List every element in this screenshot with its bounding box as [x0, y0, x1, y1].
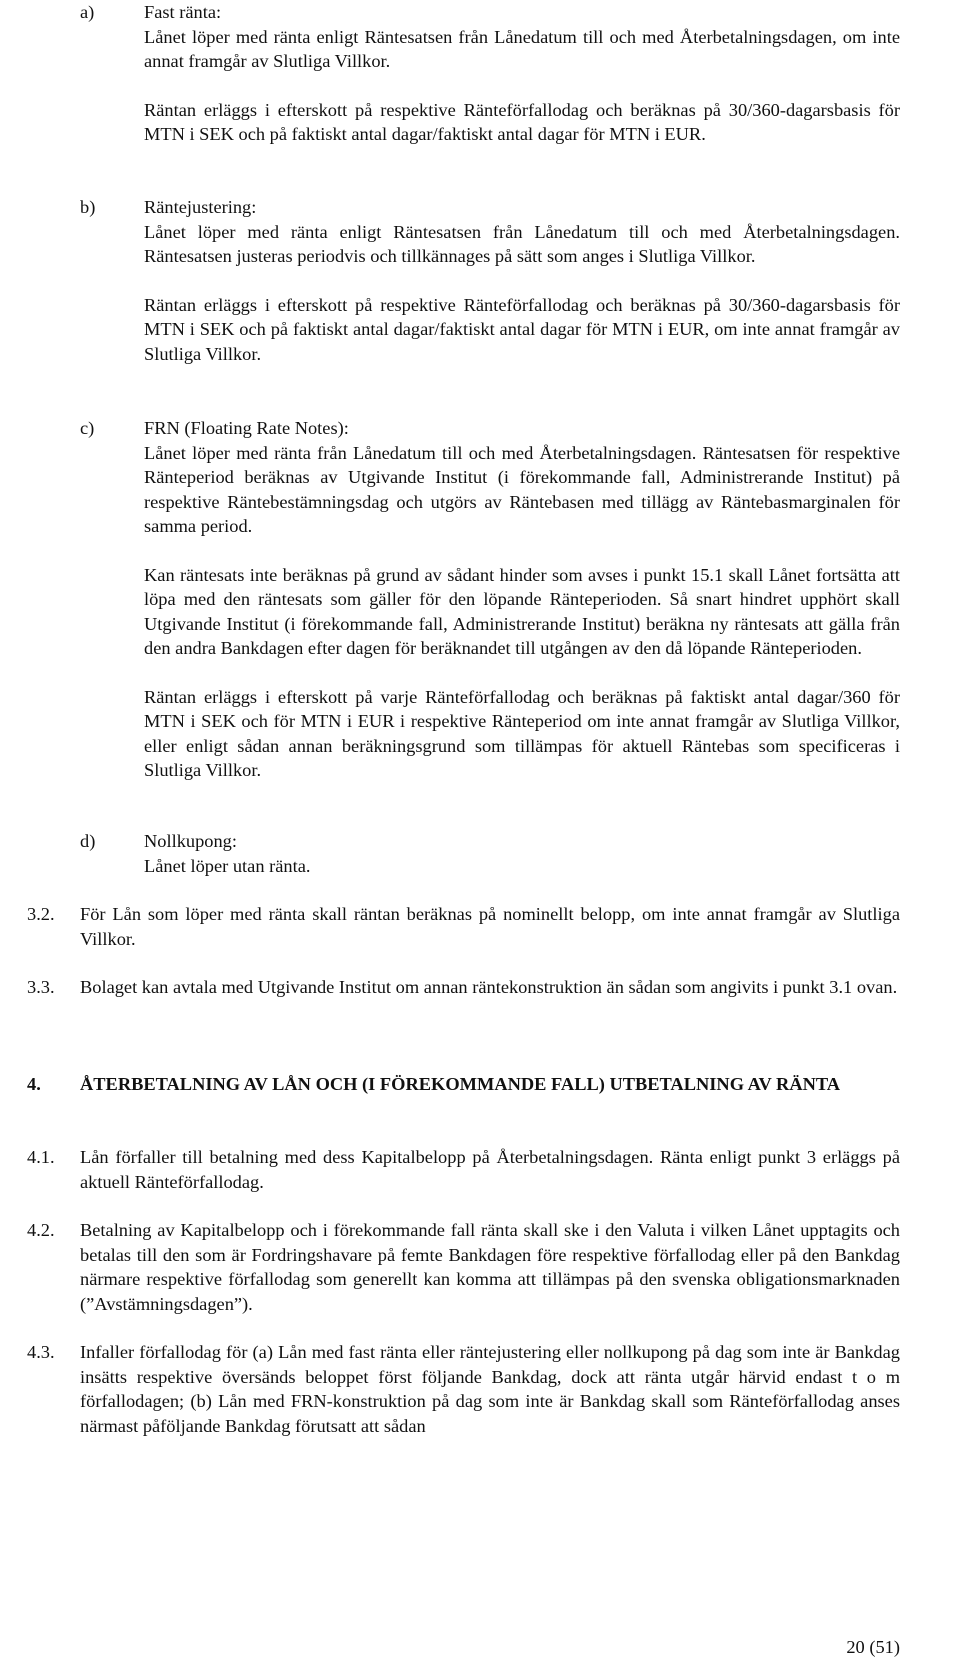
clause-4-3-para: Infaller förfallodag för (a) Lån med fast ränta eller räntejustering eller nollkupong på dag som inte är Bankdag insätts respektive översänds beloppet först följande Bankdag, dock att ränta utgår härvid endast t o m förfallodagen; (b) Lån med FRN-konstruktion på dag som inte är Bankdag skall som Ränteförfallodag anses närmast påföljande Bankdag förutsatt att sådan: [80, 1342, 900, 1436]
item-b-label: b): [80, 197, 96, 217]
item-c-label: c): [80, 418, 95, 438]
section-4-title: [80, 1072, 900, 1097]
item-c-title: FRN (Floating Rate Notes):: [144, 418, 349, 438]
item-a-para-1: Lånet löper med ränta enligt Räntesatsen från Lånedatum till och med Återbetalningsdagen, om inte annat framgår av Slutliga Villkor.: [144, 26, 900, 71]
clause-4-2-text: [80, 1218, 900, 1316]
item-b-body: [144, 195, 900, 366]
page-number: 20 (51): [846, 1637, 900, 1657]
item-d-title: Nollkupong:: [144, 831, 237, 851]
item-b-title: Räntejustering:: [144, 197, 257, 217]
clause-3-3-para: Bolaget kan avtala med Utgivande Institut om annan räntekonstruktion än sådan som angivits i punkt 3.1 ovan.: [80, 977, 898, 997]
clause-4-1-text: [80, 1145, 900, 1194]
clause-4-1-number: 4.1.: [27, 1147, 55, 1167]
item-c-para-3: Räntan erläggs i efterskott på varje Ränteförfallodag och beräknas på faktiskt antal dagar/360 för MTN i SEK och för MTN i EUR i respektive Ränteperiod om inte annat framgår av Slutliga Villkor, eller enligt sådan annan beräkningsgrund som tillämpas för aktuell Räntebas som specificeras i Slutliga Villkor.: [144, 686, 900, 780]
clause-3-3-number: 3.3.: [27, 977, 55, 997]
clause-4-2-para: Betalning av Kapitalbelopp och i förekommande fall ränta skall ske i den Valuta i vilken Lånet upptagits och betalas till den som är Fordringshavare på femte Bankdagen före respektive förfallodag eller på den Bankdag närmare respektive förfallodag som generellt kan komma att tillämpas på den svenska obligationsmarknaden (”Avstämningsdagen”).: [80, 1220, 900, 1314]
clause-4-3-number: 4.3.: [27, 1342, 55, 1362]
clause-3-2-number: 3.2.: [27, 904, 55, 924]
item-a-title: Fast ränta:: [144, 2, 222, 22]
item-d-para-1: Lånet löper utan ränta.: [144, 855, 311, 876]
clause-4-1-para: Lån förfaller till betalning med dess Kapitalbelopp på Återbetalningsdagen. Ränta enligt punkt 3 erläggs på aktuell Ränteförfallodag.: [80, 1147, 900, 1192]
clause-3-2-text: [80, 902, 900, 951]
item-d-body: [144, 829, 900, 878]
section-4-title-text: ÅTERBETALNING AV LÅN OCH (I FÖREKOMMANDE FALL) UTBETALNING AV RÄNTA: [80, 1074, 841, 1094]
clause-4-3-text: [80, 1340, 900, 1438]
item-a-label: a): [80, 2, 95, 22]
item-c-para-1: Lånet löper med ränta från Lånedatum till och med Återbetalningsdagen. Räntesatsen för respektive Ränteperiod beräknas av Utgivande Institut (i förekommande fall, Administrerande Institut) på respektive Räntebestämningsdag och utgörs av Räntebasen med tillägg av Räntebasmarginalen för samma period.: [144, 442, 900, 536]
item-a-para-2: Räntan erläggs i efterskott på respektive Ränteförfallodag och beräknas på 30/360-dagarsbasis för MTN i SEK och på faktiskt antal dagar/faktiskt antal dagar för MTN i EUR.: [144, 99, 900, 144]
item-c-para-2: Kan räntesats inte beräknas på grund av sådant hinder som avses i punkt 15.1 skall Lånet fortsätta att löpa med den räntesats som gäller för den löpande Ränteperioden. Så snart hindret upphört skall Utgivande Institut (i förekommande fall, Administrerande Institut) beräkna ny räntesats att gälla från den andra Bankdagen efter dagen för beräknandet till utgången av den då löpande Ränteperioden.: [144, 564, 900, 658]
item-c-body: [144, 416, 900, 783]
item-d-label: d): [80, 831, 96, 851]
item-b-para-2: Räntan erläggs i efterskott på respektive Ränteförfallodag och beräknas på 30/360-dagarsbasis för MTN i SEK och på faktiskt antal dagar/faktiskt antal dagar för MTN i EUR, om inte annat framgår av Slutliga Villkor.: [144, 294, 900, 364]
clause-4-2-number: 4.2.: [27, 1220, 55, 1240]
item-a-body: [144, 0, 900, 147]
section-4-number: 4.: [27, 1074, 41, 1094]
clause-3-2-para: För Lån som löper med ränta skall räntan beräknas på nominellt belopp, om inte annat framgår av Slutliga Villkor.: [80, 904, 900, 949]
clause-3-3-text: [80, 975, 900, 1000]
item-b-para-1: Lånet löper med ränta enligt Räntesatsen från Lånedatum till och med Återbetalningsdagen. Räntesatsen justeras periodvis och tillkännages på sätt som anges i Slutliga Villkor.: [144, 221, 900, 266]
